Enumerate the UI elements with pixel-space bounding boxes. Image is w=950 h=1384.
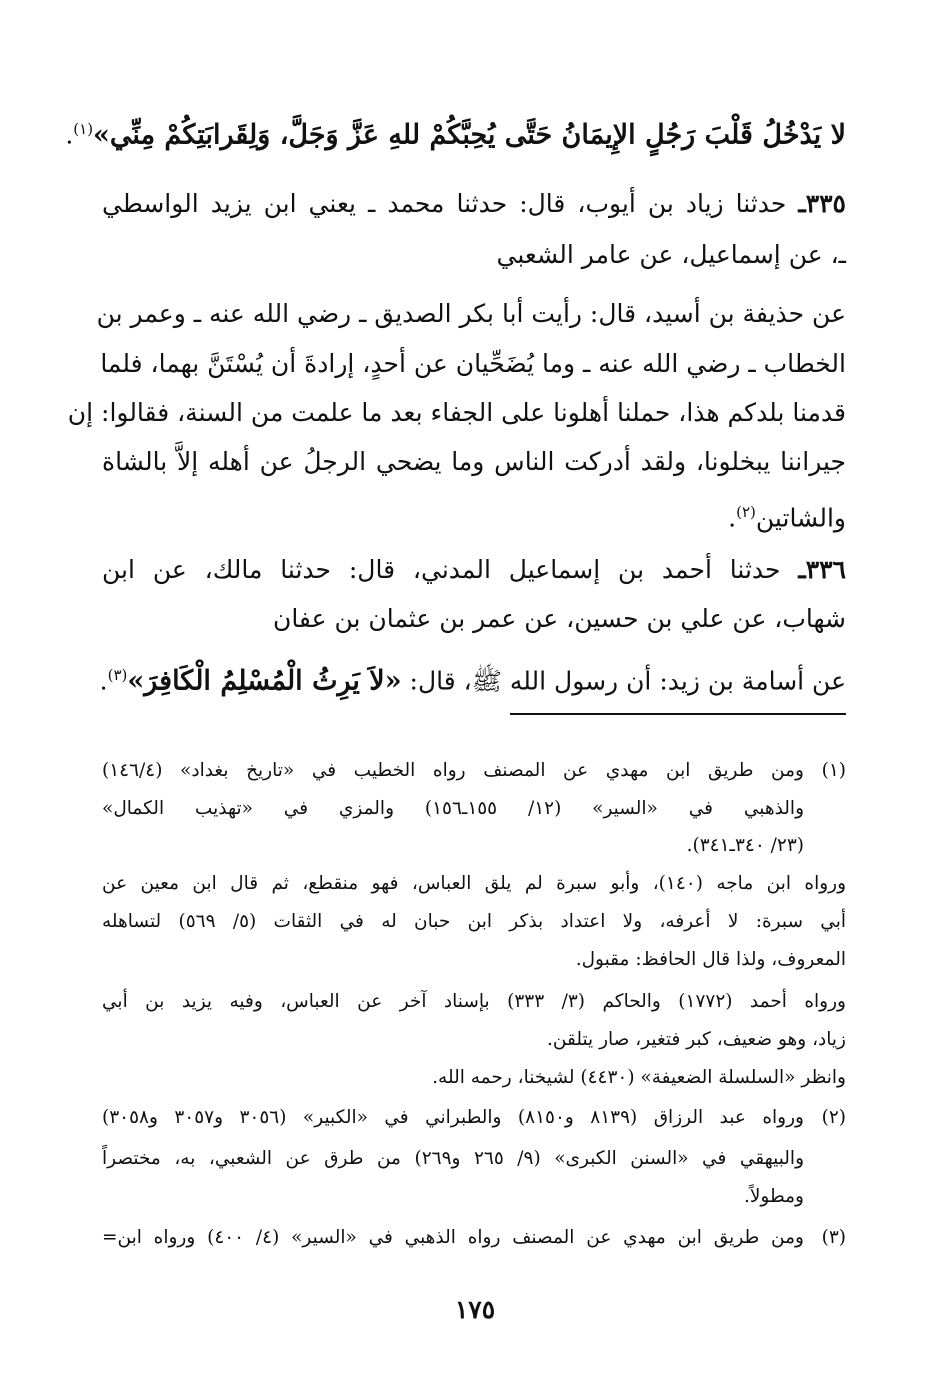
footnote-ref-3: (٣) <box>107 666 128 684</box>
footnote-1-marker: (١) <box>821 760 846 781</box>
footnote-1-line-3: (٢٣/ ٣٤٠ـ٣٤١). <box>686 835 804 856</box>
hadith-336-body-line: عن أسامة بن زيد: أن رسول الله ﷺ، قال: «لاَ يَرِثُ الْمُسْلِمُ الْكَافِرَ»$^{(٣)}$. <box>99 665 846 697</box>
hadith-334-quote-line: لا يَدْخُلُ قَلْبَ رَجُلٍ الإِيمَانُ حَتَّى يُحِبَّكُمْ للهِ عَزَّ وَجَلَّ، وَلِقَرابَتِكُمْ مِنِّي»$^{(١)}$. <box>65 119 846 151</box>
hadith-335-body-line-3: قدمنا بلدكم هذا، حملنا أهلونا على الجفاء بعد ما علمت من السنة، فقالوا: إن <box>67 398 846 427</box>
hadith-336-isnad-line-2: شهاب، عن علي بن حسين، عن عمر بن عثمان بن عفان <box>272 604 846 633</box>
footnote-1-para-2-line-1: ورواه ابن ماجه (١٤٠)، وأبو سبرة لم يلق العباس، فهو منقطع، ثم قال ابن معين عن <box>102 873 847 894</box>
hadith-335-body-line-5: والشاتين$^{(٢)}$. <box>728 503 846 533</box>
hadith-335-body-line-2: الخطاب ـ رضي الله عنه ـ وما يُضَحِّيان عن أحدٍ، إرادةَ أن يُسْتَنَّ بهما، فلما <box>100 349 846 378</box>
hadith-336-quote: «لاَ يَرِثُ الْمُسْلِمُ الْكَافِرَ» <box>127 665 402 697</box>
hadith-335-isnad-line-2: ـ، عن إسماعيل، عن عامر الشعبي <box>496 240 846 269</box>
footnote-1-line-1: ومن طريق ابن مهدي عن المصنف رواه الخطيب في «تاريخ بغداد» (١٤٦/٤) <box>102 760 804 781</box>
page-number: ١٧٥ <box>454 1295 496 1324</box>
hadith-number: ٣٣٥ـ <box>798 189 846 218</box>
hadith-335-body-line-4: جيراننا يبخلونا، ولقد أدركت الناس وما يضحي الرجلُ عن أهله إلاَّ بالشاة <box>102 447 846 476</box>
footnote-2-line-1: ورواه عبد الرزاق (٨١٣٩ و٨١٥٠) والطبراني في «الكبير» (٣٠٥٦ و٣٠٥٧ و٣٠٥٨) <box>102 1107 804 1128</box>
footnote-1-line-2: والذهبي في «السير» (١٢/ ١٥٥ـ١٥٦) والمزي في «تهذيب الكمال» <box>102 798 805 819</box>
hadith-334-quote: لا يَدْخُلُ قَلْبَ رَجُلٍ الإِيمَانُ حَتَّى يُحِبَّكُمْ للهِ عَزَّ وَجَلَّ، وَلِقَرابَتِكُمْ مِنِّي» <box>93 119 846 151</box>
footnote-1-para-2-line-3: المعروف، ولذا قال الحافظ: مقبول. <box>575 949 846 970</box>
footnote-ref-2: (٢) <box>736 503 756 521</box>
footnote-3-marker: (٣) <box>821 1227 846 1248</box>
footnote-1-para-4: وانظر «السلسلة الضعيفة» (٤٤٣٠) لشيخنا، رحمه الله. <box>432 1067 846 1088</box>
footnote-1-para-3-line-2: زياد، وهو ضعيف، كبر فتغير، صار يتلقن. <box>547 1029 846 1050</box>
hadith-335-body-line-1: عن حذيفة بن أسيد، قال: رأيت أبا بكر الصديق ـ رضي الله عنه ـ وعمر بن <box>96 299 846 328</box>
footnote-3-line-1: ومن طريق ابن مهدي عن المصنف رواه الذهبي في «السير» (٤/ ٤٠٠) ورواه ابن= <box>102 1227 804 1248</box>
hadith-number: ٣٣٦ـ <box>798 555 846 584</box>
footnote-1-para-3-line-1: ورواه أحمد (١٧٧٢) والحاكم (٣/ ٣٣٣) بإسناد آخر عن العباس، وفيه يزيد بن أبي <box>102 991 846 1012</box>
footnote-1-para-2-line-2: أبي سبرة: لا أعرفه، ولا اعتداد بذكر ابن حبان له في الثقات (٥/ ٥٦٩) لتساهله <box>102 911 846 932</box>
footnote-2-marker: (٢) <box>821 1107 846 1128</box>
footnote-2-line-2: والبيهقي في «السنن الكبرى» (٩/ ٢٦٥ و٢٦٩) من طرق عن الشعبي، به، مختصراً <box>102 1148 804 1169</box>
footnote-ref-1: (١) <box>73 120 94 138</box>
hadith-336-isnad-line-1: ٣٣٦ـ حدثنا أحمد بن إسماعيل المدني، قال: حدثنا مالك، عن ابن <box>102 555 846 584</box>
footnote-divider <box>510 713 846 715</box>
footnote-2-line-3: ومطولاً. <box>743 1186 804 1207</box>
hadith-335-isnad-line-1: ٣٣٥ـ حدثنا زياد بن أيوب، قال: حدثنا محمد ـ يعني ابن يزيد الواسطي <box>102 189 846 218</box>
